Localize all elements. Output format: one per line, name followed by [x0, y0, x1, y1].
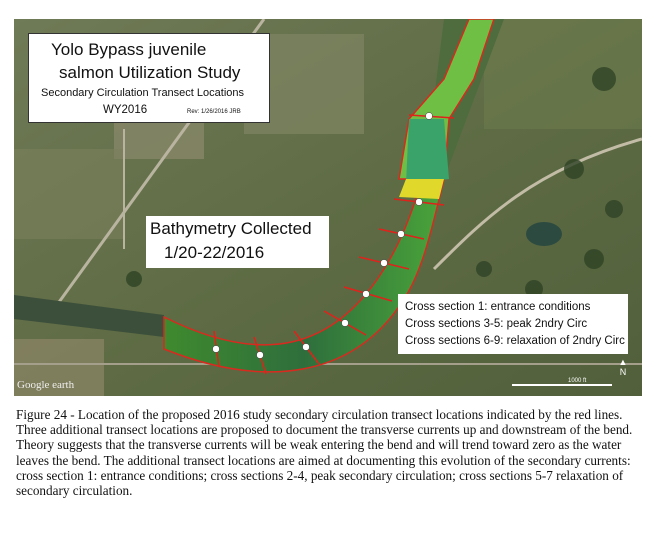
scale-bar [512, 380, 612, 390]
legend-line-3: Cross sections 6-9: relaxation of 2ndry Circ [405, 335, 625, 347]
water-year: WY2016 [103, 104, 148, 116]
bathymetry-deep [406, 119, 449, 184]
cross-section-legend [398, 294, 628, 354]
bathymetry-title: Bathymetry Collected [150, 219, 312, 238]
north-label: N [619, 367, 627, 377]
field [484, 19, 642, 129]
title-box [28, 33, 270, 123]
field [14, 149, 124, 239]
scale-line [512, 384, 612, 386]
bathymetry-shallow [399, 179, 444, 199]
pond [526, 222, 562, 246]
legend-line-2: Cross sections 3-5: peak 2ndry Circ [405, 318, 588, 330]
revision-note: Rev: 1/26/2016 JRB [187, 109, 241, 115]
caption-text: Figure 24 - Location of the proposed 2016 study secondary circulation transect locations indicated by the red lines. Three additional transect locations are proposed to document the transverse currents up and downstream of the bend. Theory suggests that the transverse currents will be weak entering the bend and will trend toward zero as the water leaves the bend. The additional transect locations are aimed at documenting this evolution of the secondary currents: cross section 1: entrance conditions; cross sections 2-4, peak secondary circulation; cross sections 5-7 relaxation of secondary circulation. [16, 407, 633, 499]
scale-label: 1000 ft [568, 378, 587, 384]
subtitle: Secondary Circulation Transect Locations [41, 87, 244, 99]
bathymetry-label [146, 216, 329, 268]
legend-line-1: Cross section 1: entrance conditions [405, 301, 591, 313]
figure-caption [16, 407, 641, 498]
title-line-1: Yolo Bypass juvenile [51, 40, 207, 59]
bathymetry-dates: 1/20-22/2016 [164, 243, 265, 262]
title-line-2: salmon Utilization Study [59, 63, 241, 82]
map-attribution: Google earth [17, 379, 75, 391]
north-arrow-icon: ▲ N [618, 357, 628, 377]
